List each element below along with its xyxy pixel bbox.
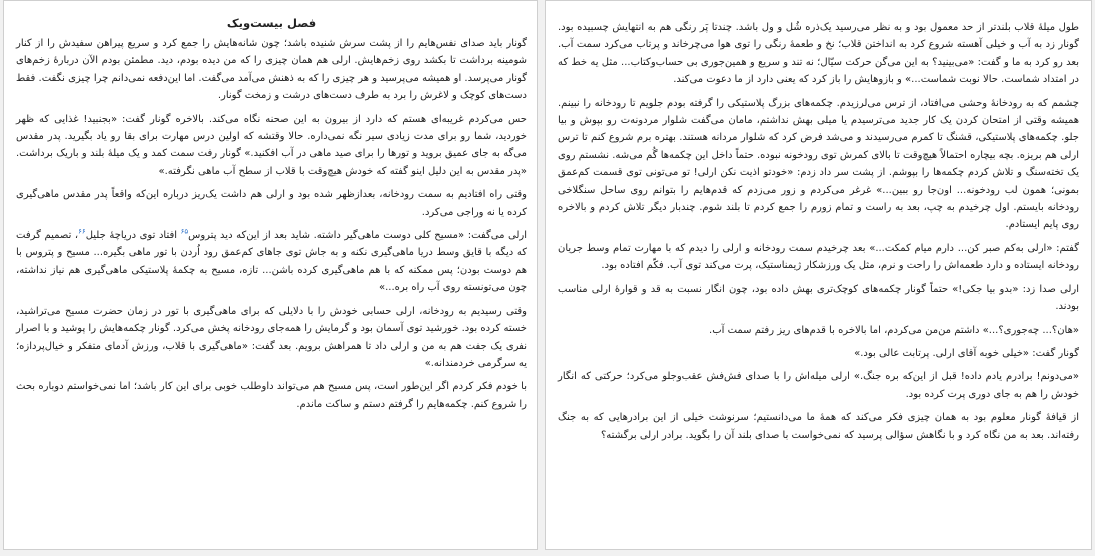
footnote-marker[interactable]: ۶۶ [78, 227, 86, 236]
paragraph: گفتم: «ارلی به‌کم صبر کن... دارم میام کمکت...» بعد چرخیدم سمت رودخانه و ارلی را دیدم که با مهارت تمام وسط جریان رودخانه ایستاده و دارد طعمه‌اش را راحت و نرم، مثل یک ورزشکار ژیمناستیک، پرت می‌کند توی آب. فکّم افتاده بود. [558, 242, 1079, 272]
paragraph: از قیافهٔ گونار معلوم بود به همان چیزی فکر می‌کند که همهٔ ما می‌دانستیم؛ سرنوشت خیلی از این برادرهایی که به جنگ رفته‌اند. بعد به من نگاه کرد و با نگاهش سؤالی پرسید که نمی‌خواست با صدای بلند آن را بگوید. برادر ارلی برگشته؟ [558, 412, 1079, 441]
footnote-marker[interactable]: ۶۵ [180, 227, 189, 236]
left-page-text [16, 35, 527, 413]
paragraph [16, 227, 527, 297]
paragraph: وقتی راه افتادیم به سمت رودخانه، بعدازظهر شده بود و ارلی هم داشت یک‌ریز درباره این‌که واقعاً پدر مقدس ماهی‌گیری کرده یا نه وراجی می‌کرد. [16, 189, 527, 218]
paragraph: «هان؟... چه‌جوری؟...» داشتم من‌من می‌کردم، اما بالاخره با قدم‌های ریز رفتم سمت آب. [709, 324, 1079, 336]
paragraph-segment: افتاد توی دریاچهٔ جلیل [85, 230, 181, 242]
right-page [545, 0, 1092, 550]
paragraph-segment: ، تصمیم گرفت که دیگه با قایق وسط دریا ماهی‌گیری نکنه و به جاش توی جاهای کم‌عمق رود اُردن با تور ماهی بگیره... مسیح و پتروس با هم دوست بودن؛ پس ممکنه که با هم ماهی‌گیری کرده باشن... تازه، مسیح به چکمهٔ پلاستیکی ماهی‌گیری هم نیاز نداشته، چون می‌تونسته روی آب راه بره...» [16, 230, 527, 294]
paragraph: چشمم که به رودخانهٔ وحشی می‌افتاد، از ترس می‌لرزیدم. چکمه‌های بزرگ پلاستیکی را گرفته بودم جلویم تا رودخانه را نبینم. همیشه وقتی از امتحان کردن یک کار جدید می‌ترسیدم یا میلی بهش نداشتم، مامان می‌گفت شلوار مردونه‌ت رو بپوش و بیا جلو. چکمه‌های پلاستیکی، قشنگ تا کمرم می‌رسیدند و می‌شد فرض کرد که شلوار مردانه هستند. بهتره برم شروع کنم تا ترس ارلی هم بریزه. بچه بیچاره احتمالاً هیچ‌وقت تا بالای کمرش توی رودخونه نبوده. حتماً داخل این چکمه‌ها گُم می‌شه. نشستم روی یک تخته‌سنگ و تلاش کردم چکمه‌ها را بپوشم. از پشت سر داد زدم: «خودتو اذیت نکن ارلی! تو می‌تونی توی قسمت کم‌عمق بمونی؛ همون لب رودخونه... اون‌جا رو ببین...» غرغر می‌کردم و زور می‌زدم که قدم‌هایم را بتوانم روی ساحل سنگلاخی رودخانه بایستم. اول چرخیدم به چپ، بعد به راست و تمام زورم را جمع کردم تا بلند شوم. چندبار دیگر تلاش کردم و بالاخره روی پایم ایستادم. [558, 97, 1079, 231]
paragraph: با خودم فکر کردم اگر این‌طور است، پس مسیح هم می‌تواند داوطلب خوبی برای این کار باشد؛ اما نمی‌خواستم دوباره بحث را شروع کنم. چکمه‌هایم را گرفتم دستم و ساکت ماندم. [16, 381, 527, 410]
chapter-title: فصل بیست‌ویک [226, 16, 317, 30]
paragraph: گونار باید صدای نفس‌هایم را از پشت سرش شنیده باشد؛ چون شانه‌هایش را جمع کرد و سریع پیراهن سفیدش را از کنار شومینه برداشت تا بکشد روی زخم‌هایش. ارلی هم همان چیزی را که من دیده بودم، دید. مطمئن بودم الآن درباره‌ٔ زخم‌های گونار می‌پرسد. او همیشه می‌پرسید و هر چیزی را که به ذهنش می‌آمد می‌گفت. اما این‌دفعه نمی‌دانم چرا چیزی نگفت. فقط دست‌های کوچک و لاغرش را برد به طرف دست‌های درشت و زمخت گونار. [16, 38, 527, 102]
right-page-text [558, 19, 1079, 444]
paragraph: ارلی صدا زد: «بدو بیا جکی!» حتماً گونار چکمه‌های کوچک‌تری بهش داده بود، چون انگار نسبت به قد و قوارهٔ ارلی مناسب بودند. [558, 283, 1079, 313]
paragraph: طول میلهٔ قلاب بلندتر از حد معمول بود و به نظر می‌رسید یک‌ذره شُل و ول باشد. چندتا پَر رنگی هم به انتهایش چسبیده بود. گونار زد به آب و خیلی آهسته شروع کرد به انداختن قلاب؛ نخ و طعمهٔ رنگی را توی هوا می‌چرخاند و پرتاب می‌کرد سمت آب. بعد رو کرد به ما و گفت: «می‌بینید؟ به این می‌گن حرکت سیّال؛ نه تند و سریع و همین‌جوری بی حساب‌وکتاب... مثل یه خط که در امتداد شماست. حالا نوبت شماست...» و بازوهایش را باز کرد که یعنی دارد از ما دعوت می‌کند. [558, 22, 1079, 86]
left-page [3, 0, 538, 550]
paragraph: گونار گفت: «خیلی خوبه آقای ارلی. پرتابت عالی بود.» [854, 347, 1079, 359]
paragraph: «می‌دونم! برادرم یادم داده! قبل از این‌که بره جنگ.» ارلی میله‌اش را با صدای فش‌فش عقب‌وجلو می‌کرد؛ حرکتی که انگار خودش را هم به جای دوری پرت کرده بود. [558, 371, 1079, 400]
paragraph-segment: ارلی می‌گفت: «مسیح کلی دوست ماهی‌گیر داشته. شاید بعد از این‌که دید پتروس [188, 230, 527, 242]
paragraph: وقتی رسیدیم به رودخانه، ارلی حسابی خودش را با دلایلی که برای ماهی‌گیری با تور در زمان حضرت مسیح می‌تراشید، خسته کرده بود. خورشید توی آسمان بود و گرمایش را همه‌جای رودخانه پخش می‌کرد. گونار چکمه‌هایش را پوشید و با اصرار نفری یک جفت هم به من و ارلی داد تا همراهش برویم. بعد گفت: «ماهی‌گیری با قلاب، ورزش آدمای متفکر و خیال‌پردازه؛ یه سرگرمی خردمندانه.» [16, 305, 527, 369]
paragraph: حس می‌کردم غریبه‌ای هستم که دارد از بیرون به این صحنه نگاه می‌کند. بالاخره گونار گفت: «بجنبید! غذایی که ظهر خوردید، شما رو برای مدت زیادی سیر نگه نمی‌داره. حالا وقتشه که اولین درس مهارت برای بقا رو یاد بگیرید. پدر مقدس می‌گه به جای عمیق بروید و تورها را برای صید ماهی در آب افکنید.» گونار رفت سمت کمد و یک میلهٔ بلند و باریک برداشت. «پدر مقدس به این دلیل اینو گفته که خودش هیچ‌وقت با قلاب از سطح آب ماهی نگرفته.» [16, 113, 527, 177]
